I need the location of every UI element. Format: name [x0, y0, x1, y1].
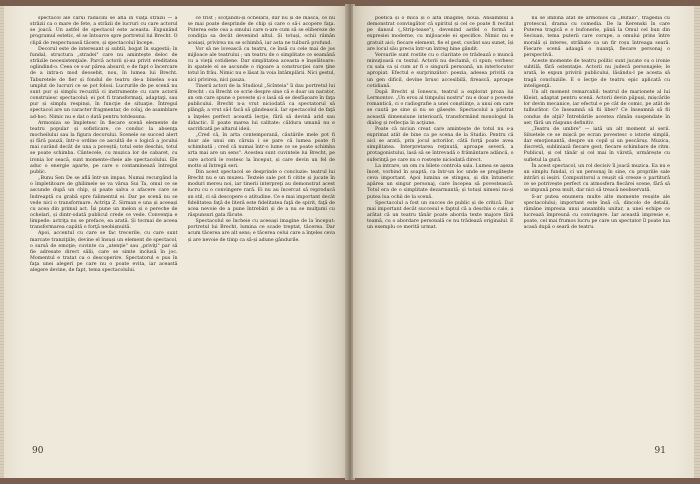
paragraph: Un alt moment remarcabil: teatrul de marionete al lui Kleist, adaptat pentru scenă. Actorii devin păpuși, mișcările lor devin mecanice, iar efectul e pe cât de comic, pe atât de tulburător. Ce înseamnă să fii liber? Ce înseamnă să fii condus de alţii? Întrebările acestea rămân suspendate în aer, fără un răspuns definitiv. [523, 89, 670, 126]
paragraph: poetică și o mică și o altă imagine, nouă. Ansamblul a demonstrat convingător că spiritul și cel ce poate fi recitat pe dansul („Strip-tease"), devenind astfel o formă a expresiei moderne, cu mijloacele ei specifice. Nimic nu e gratuit aici; fiecare element, fie el gest, cuvânt sau sunet, își are locul său precis într-un întreg bine gândit. [367, 16, 514, 52]
paragraph: Poate că niciun creat care amintește de totul nu s-a exprimat atât de bine ca pe scena de la Studio. Pentru că aici se arată, prin jocul actorilor, câtă forţă poate avea simplitatea. Interpretarea reţinută, aproape severă, a protagonistului, lasă să se întrevadă o frământare adâncă, o suferinţă pe care nu o rostește niciodată direct. [367, 126, 514, 163]
page-number-right: 91 [654, 446, 666, 456]
right-page [353, 6, 694, 478]
left-column-2 [188, 16, 336, 440]
paragraph: „Bunu Sen De se află într-un impas. Numai recurgând la o împletitoare de ghilimele se va vărsa Sui Ta, omul ce se ascunde după un chip, și poate salva o afacere care se îndreaptă cu grabă spre falimentul ei. Dar pe scenă nu se vede nici o transformare. Actriţa Z. Sirman e una și aceeași cu acea din primul act. Își pune un melon și o pereche de ochelari, și dintr-odată publicul crede ce vede. Convenţia e limpede: actriţa nu se preface, ea arată. Și tocmai de aceea transformarea capătă o forţă neobișnuită. [30, 176, 178, 231]
paragraph: După Brecht și Ionescu, teatrul a explorat proza lui Lermontov. „Un erou al timpului nostru" nu e doar o poveste romantică, ci o radiografie a unei conștiinţe, a unui om care se caută pe sine și nu se găsește. Spectacolul a păstrat această dimensiune interioară, transformând monologul în dialog și reflecţia în acţiune. [367, 89, 514, 126]
paragraph: La intrare, un om cu bilete controla sala. Lumea se așeza încet, vorbind în șoaptă, ca într-un loc unde se pregătește ceva important. Apoi lumina se stingea, și din întuneric apărea un singur personaj, care începea să povestească. Totul era de o simplitate dezarmantă; și totuși nimeni nu-și putea lua ochii de la scenă. [367, 163, 514, 200]
paragraph: „Cred că, în arta contemporană, căutările mele pot fi doar ale unui om căruia i se pare că lumea poate fi schimbată ; cred că numai într-o lume ce se poate schimba arta mai are un sens". Acestea sunt cuvintele lui Brecht, pe care actorii le rostesc la început, și care devin un fel de motto al întregii seri. [187, 132, 335, 169]
left-column-1 [30, 16, 178, 440]
paragraph: Apoi, accentul cu care se fac trecerile, cu care sunt marcate tranziţiile, devine el însuși un element de spectacol, o sursă de emoţie; cuvinte ca „atenţie" sau „priviţi" par să fie adresate direct sălii, care se simte inclusă în joc. Momentul e tratat ca o descoperire. Spectatorul e pus în faţa unei alegeri pe care nu o poate evita, iar această alegere devine, de fapt, tema spectacolului. [30, 231, 178, 274]
paragraph: Aceste momente de teatru politic sunt jucate cu o ironie subtilă, fără ostentaţie. Actorii nu judecă personajele; le arată, le expun privirii publicului, lăsându-l pe acesta să tragă concluziile. E o lecţie de teatru epic aplicată cu inteligenţă. [523, 59, 670, 89]
right-page-edges [694, 6, 700, 478]
paragraph: ce trist ; scoţându-și ochelarii, dar nu și de mască, ce nu se mai poate desprinde de chip și care o să-i acopere faţa. Puterea este cea a omului care n-are cum să se elibereze de condiţia sa decât devenind altul. Și totuși, ochii rămân aceiași, privirea nu se schimbă, iar asta ne tulbură profund. [187, 16, 335, 46]
left-page [4, 6, 347, 478]
paragraph: Spectacolul se încheie cu aceeași imagine de la început: portretul lui Brecht, lumina ce scade treptat, tăcerea. Dar acum tăcerea are alt sens; e tăcerea celui care a înţeles ceva și are nevoie de timp ca să-și adune gândurile. [187, 219, 335, 243]
right-column-1 [367, 16, 514, 440]
right-page-columns [367, 16, 670, 440]
paragraph: nu se îmbină atât de armonios ca „Bufalo", tragedia cu grotescul, drama cu comedia. De la Kerenski în care Puterea tragică e o bufonerie, până la Omul cel bun din Seciuan, tema puterii care corupe, a omului prins între morală și interes, străbate ca un fir roșu întreaga seară. Fiecare scenă adaugă o nuanţă, fiecare personaj o perspectivă. [523, 16, 670, 58]
paragraph: spectacol ale cărui râdăcini se află în viaţa străzii — a străzii ca o mare de fete, a străzii de lucruri cu care actorul se joacă. Un astfel de spectacol este aceasta. Expunând programul estetic, el se întoarce spre portretul lui Brecht. O clipă de respectuoasă tăcere, și spectacolul începe. [30, 16, 178, 46]
paragraph: „Teatru de umbre" — iată un alt moment al serii. Siluetele ce se mișcă pe ecran povestesc o istorie simplă, dar emoţionantă, despre un copil și un pescăruș. Muzica, discretă, subliniază fiecare gest, fiecare schimbare de ritm. Publicul, și cel tânăr și cel mai în vârstă, urmărește cu sufletul la gură. [523, 126, 670, 163]
left-page-columns [30, 16, 335, 440]
paragraph: Spectacolul a fost un succes de public și de critică. Dar mai important decât succesul e faptul că a deschis o cale, a arătat că un teatru tânăr poate aborda texte majore fără teamă, cu o abordare personală ce nu trădează originalul. E un exemplu ce merită urmat. [367, 200, 514, 231]
page-number-left: 90 [32, 446, 44, 456]
paragraph: În acest spectacol, un rol decisiv îl joacă muzica. Ea nu e un simplu fundal, ci un personaj în sine, cu propriile sale intrări și ieșiri. Compozitorul a reușit să creeze o partitură ce se potrivește perfect cu atmosfera fiecărei scene, fără să se impună prea mult, dar nici să treacă neobservată. [523, 163, 670, 194]
paragraph: Din acest spectacol se desprinde o concluzie: teatrul lui Brecht nu e un muzeu. Textele sale pot fi citite și jucate în moduri mereu noi, iar tinerii interpreţi au demonstrat acest lucru cu o convingere rară. Ei nu au încercat să reproducă un stil, ci să descopere o atitudine. Ce e mai important decât fidelitatea faţă de literă este fidelitatea faţă de spirit, faţă de acea nevoie de a pune întrebări și de a nu se mulţumi cu răspunsuri gata făcute. [187, 169, 335, 218]
paragraph: Tinerii actori de la Studioul „Scînteia" îi dau portretul lui Brecht : ca Brecht ce scrie despre sine că e doar un narator, un om care spune o poveste și o lasă să se desfășoare în faţa publicului. Brecht n-a vrut niciodată ca spectatorul să plângă; a vrut să-l facă să gândească. Iar spectacolul de faţă a înţeles perfect această lecţie, fără să devină arid sau didactic. E poate marea lui calitate: căldura umană nu e sacrificată pe altarul ideii. [187, 83, 335, 132]
paragraph: Vor să ne lovească cu teatru, ce însă cu cele mai de jos mijloace ale teatrului ; un teatru de o simplitate ce seamănă cu a vieţii cotidiene. Dar simplitatea aceasta e înșelătoare: în spatele ei se ascunde o rigoare a construcţiei care ţine totul în frâu. Nimic nu e lăsat la voia întâmplării. Nici gestul, nici privirea, nici pauza. [187, 46, 335, 83]
paragraph: Versurile sunt rostite cu o claritate ce trădează o muncă minuţioasă cu textul. Actorii nu declamă, ci spun; vorbesc cu sala ca și cum ar fi o singură persoană, un interlocutor apropiat. Efectul e surprinzător: poezia, adesea privită ca un gen dificil, devine brusc accesibilă, firească, aproape cotidiană. [367, 52, 514, 89]
paragraph: S-ar putea enumera multe alte momente reușite ale spectacolului; important este însă că, dincolo de detalii, rămâne impresia unui ansamblu unitar, a unei echipe ce lucrează împreună cu convingere. Iar această impresie e, poate, cel mai frumos lucru pe care un spectator îl poate lua acasă după o seară de teatru. [523, 194, 670, 231]
paragraph: Armoniza se împletesc în fiecare scenă elemente de teatru popular și sofisticare, ce conduc la absenţa mocheilului sau la figura decorului. Scenele se succed alert și fără pauză, într-o ordine ce ascultă de o logică a jocului mai curând decât de una a poveștii; totul este deschis, totul se poate schimba. Cântecele, cu muzica lor de cabaret, cu ironia lor seacă, sunt momente-cheie ale spectacolului. Ele aduc o energie aparte, pe care o contaminează întregul public. [30, 120, 178, 175]
right-column-2 [524, 16, 671, 440]
paragraph: Decorul este de interesant și subtil, bogat în sugestii; în fundal, structura „stradei" care nu amintește deloc de străzile neoexistenţiale. Parcă actorii și-au privit ereditatea oglindind-o. Ceea ce s-ar părea absurd, e de fapt o încercare de a intra-n mod deosebit, nou, în lumea lui Brecht. Taburetele de fier și fondul de teatru de-a binelea s-au umplut de lucruri ce se pot folosi. Lucrurile de pe scenă nu sunt pur și simplu recuzită ci instrumente cu care actorii construiesc spectacolul; ei pot fi transformaţi, adaptaţi, sau pur și simplu respinși, în funcţie de situaţie. Întregul spectacol are un caracter fragmentar, de colaj, de asamblare ad-hoc. Nimic nu e dat o dată pentru totdeauna. [30, 46, 178, 120]
